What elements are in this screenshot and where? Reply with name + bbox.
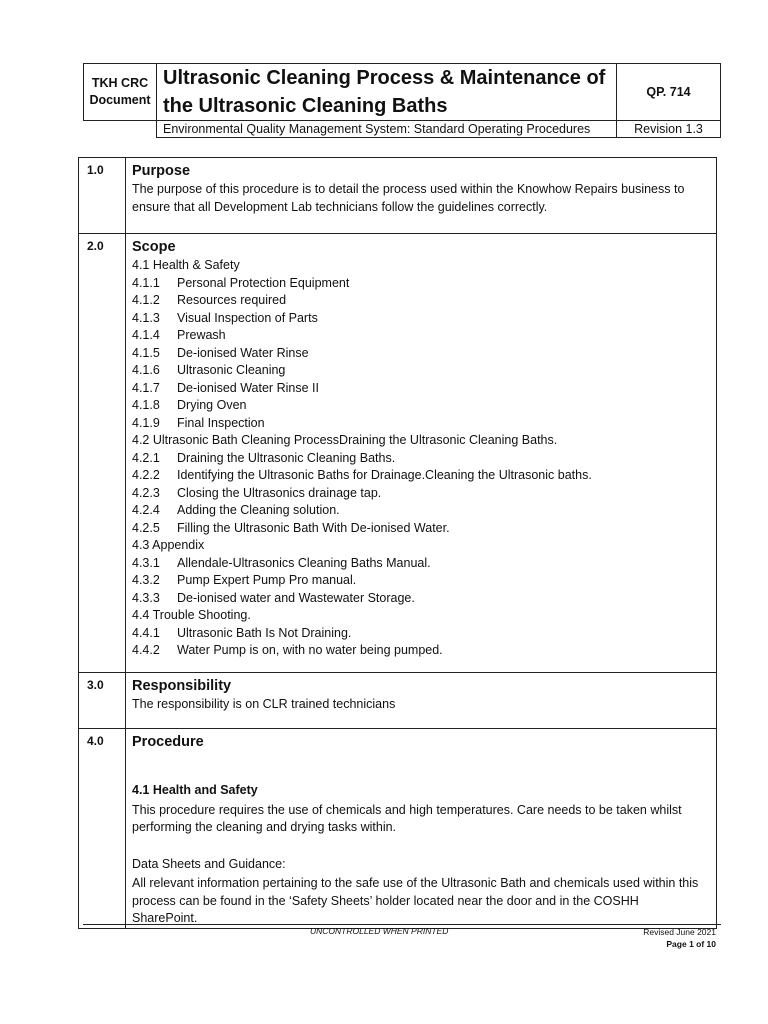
scope-item-number: 4.4.2 [132,643,160,657]
scope-item [132,397,716,415]
scope-item [132,642,716,660]
scope-item-number: 4.3.3 [132,590,160,605]
procedure-para-2-heading: Data Sheets and Guidance: [132,856,286,871]
scope-item [132,310,716,328]
scope-item [132,275,716,293]
scope-item [132,607,716,625]
scope-item-text: Water Pump is on, with no water being pumped. [177,643,443,657]
scope-item-text: Adding the Cleaning solution. [177,503,340,517]
footer-divider [83,924,721,925]
scope-item-text: De-ionised Water Rinse II [177,380,319,395]
scope-item-number: 4.1.5 [132,345,160,360]
revision-label: Revision 1.3 [617,121,721,138]
document-subtitle: Environmental Quality Management System: Standard Operating Procedures [157,121,617,138]
section-heading: Procedure [132,734,204,750]
section-number: 3.0 [79,673,126,729]
scope-item-number: 4.3.1 [132,555,160,570]
scope-item [132,625,716,643]
scope-item [132,362,716,380]
uncontrolled-notice: UNCONTROLLED WHEN PRINTED [310,926,449,936]
procedure-para-1: This procedure requires the use of chemicals and high temperatures. Care needs to be taken whilst performing the cleaning and drying tasks within. [132,802,682,834]
document-header [83,63,721,138]
scope-item-number: 4.1.1 [132,275,160,290]
scope-item-number: 4.3.2 [132,573,160,587]
section-number: 1.0 [79,158,126,234]
scope-item [132,590,716,608]
scope-item [132,555,716,573]
scope-item [132,327,716,345]
scope-item-number: 4.2.3 [132,485,160,500]
scope-item-text: Ultrasonic Cleaning [177,363,286,377]
scope-item [132,485,716,503]
section-heading: Scope [132,239,176,255]
scope-item-text: De-ionised Water Rinse [177,345,309,360]
title-line-2: the Ultrasonic Cleaning Baths [163,95,448,117]
scope-item-number: 4.2.2 [132,468,160,482]
scope-item [132,292,716,310]
document-code: QP. 714 [617,64,721,121]
scope-item-text: 4.2 Ultrasonic Bath Cleaning ProcessDraining the Ultrasonic Cleaning Baths. [132,433,558,447]
procedure-para-2: All relevant information pertaining to the safe use of the Ultrasonic Bath and chemicals used within this process can be found in the ‘Safety Sheets’ holder located near the door and in the COSHH SharePoint. [132,876,699,925]
scope-item-text: Closing the Ultrasonics drainage tap. [177,485,382,500]
scope-item-text: 4.3 Appendix [132,538,205,552]
sub-heading: 4.1 Health and Safety [132,783,258,797]
section-number: 2.0 [79,234,126,673]
scope-item-number: 4.1.4 [132,328,160,342]
sop-content-table [78,157,717,929]
scope-item-text: Allendale-Ultrasonics Cleaning Baths Manual. [177,555,431,570]
scope-item-number: 4.1.8 [132,398,160,412]
scope-item-text: Resources required [177,293,287,307]
section-responsibility [79,673,717,729]
scope-item-number: 4.2.1 [132,450,160,465]
footer-meta [643,926,716,950]
section-scope [79,234,717,673]
section-procedure [79,729,717,929]
scope-item-text: Identifying the Ultrasonic Baths for Drainage.Cleaning the Ultrasonic baths. [177,468,592,482]
scope-item-text: Ultrasonic Bath Is Not Draining. [177,625,352,640]
scope-item [132,520,716,538]
scope-item [132,257,716,275]
title-line-1: Ultrasonic Cleaning Process & Maintenance of [163,67,606,89]
scope-item-number: 4.1.9 [132,415,160,430]
scope-item-text: Visual Inspection of Parts [177,310,318,325]
scope-item [132,432,716,450]
scope-item-text: 4.4 Trouble Shooting. [132,608,251,622]
scope-item-text: Final Inspection [177,415,265,430]
scope-item-number: 4.2.4 [132,503,160,517]
page-number: Page 1 of 10 [666,939,716,949]
scope-item-number: 4.1.7 [132,380,160,395]
scope-item [132,502,716,520]
scope-item-number: 4.2.5 [132,520,160,535]
org-label [84,64,157,121]
scope-item-number: 4.1.6 [132,363,160,377]
section-heading: Responsibility [132,678,232,694]
scope-item-text: Pump Expert Pump Pro manual. [177,573,357,587]
scope-item-number: 4.4.1 [132,625,160,640]
scope-item [132,572,716,590]
scope-item-text: Draining the Ultrasonic Cleaning Baths. [177,450,396,465]
scope-item-text: Drying Oven [177,398,247,412]
scope-item [132,380,716,398]
responsibility-text: The responsibility is on CLR trained technicians [132,697,396,711]
section-heading: Purpose [132,163,191,179]
scope-item-text: De-ionised water and Wastewater Storage. [177,590,415,605]
scope-item [132,537,716,555]
purpose-text: The purpose of this procedure is to detail the process used within the Knowhow Repairs business to ensure that all Development Lab technicians follow the guidelines correctly. [132,182,685,214]
scope-list [132,257,716,660]
scope-item-number: 4.1.2 [132,293,160,307]
scope-item [132,450,716,468]
scope-item-text: 4.1 Health & Safety [132,258,240,272]
scope-item [132,467,716,485]
document-title [157,64,617,121]
blank-cell [84,121,157,138]
section-purpose [79,158,717,234]
scope-item-text: Personal Protection Equipment [177,275,350,290]
scope-item [132,415,716,433]
scope-item-text: Prewash [177,328,226,342]
org-doc-label: Document [89,93,151,107]
scope-item [132,345,716,363]
scope-item-text: Filling the Ultrasonic Bath With De-ionised Water. [177,520,450,535]
org-name: TKH CRC [91,76,149,90]
scope-item-number: 4.1.3 [132,310,160,325]
revised-date: Revised June 2021 [643,927,716,937]
section-number: 4.0 [79,729,126,929]
